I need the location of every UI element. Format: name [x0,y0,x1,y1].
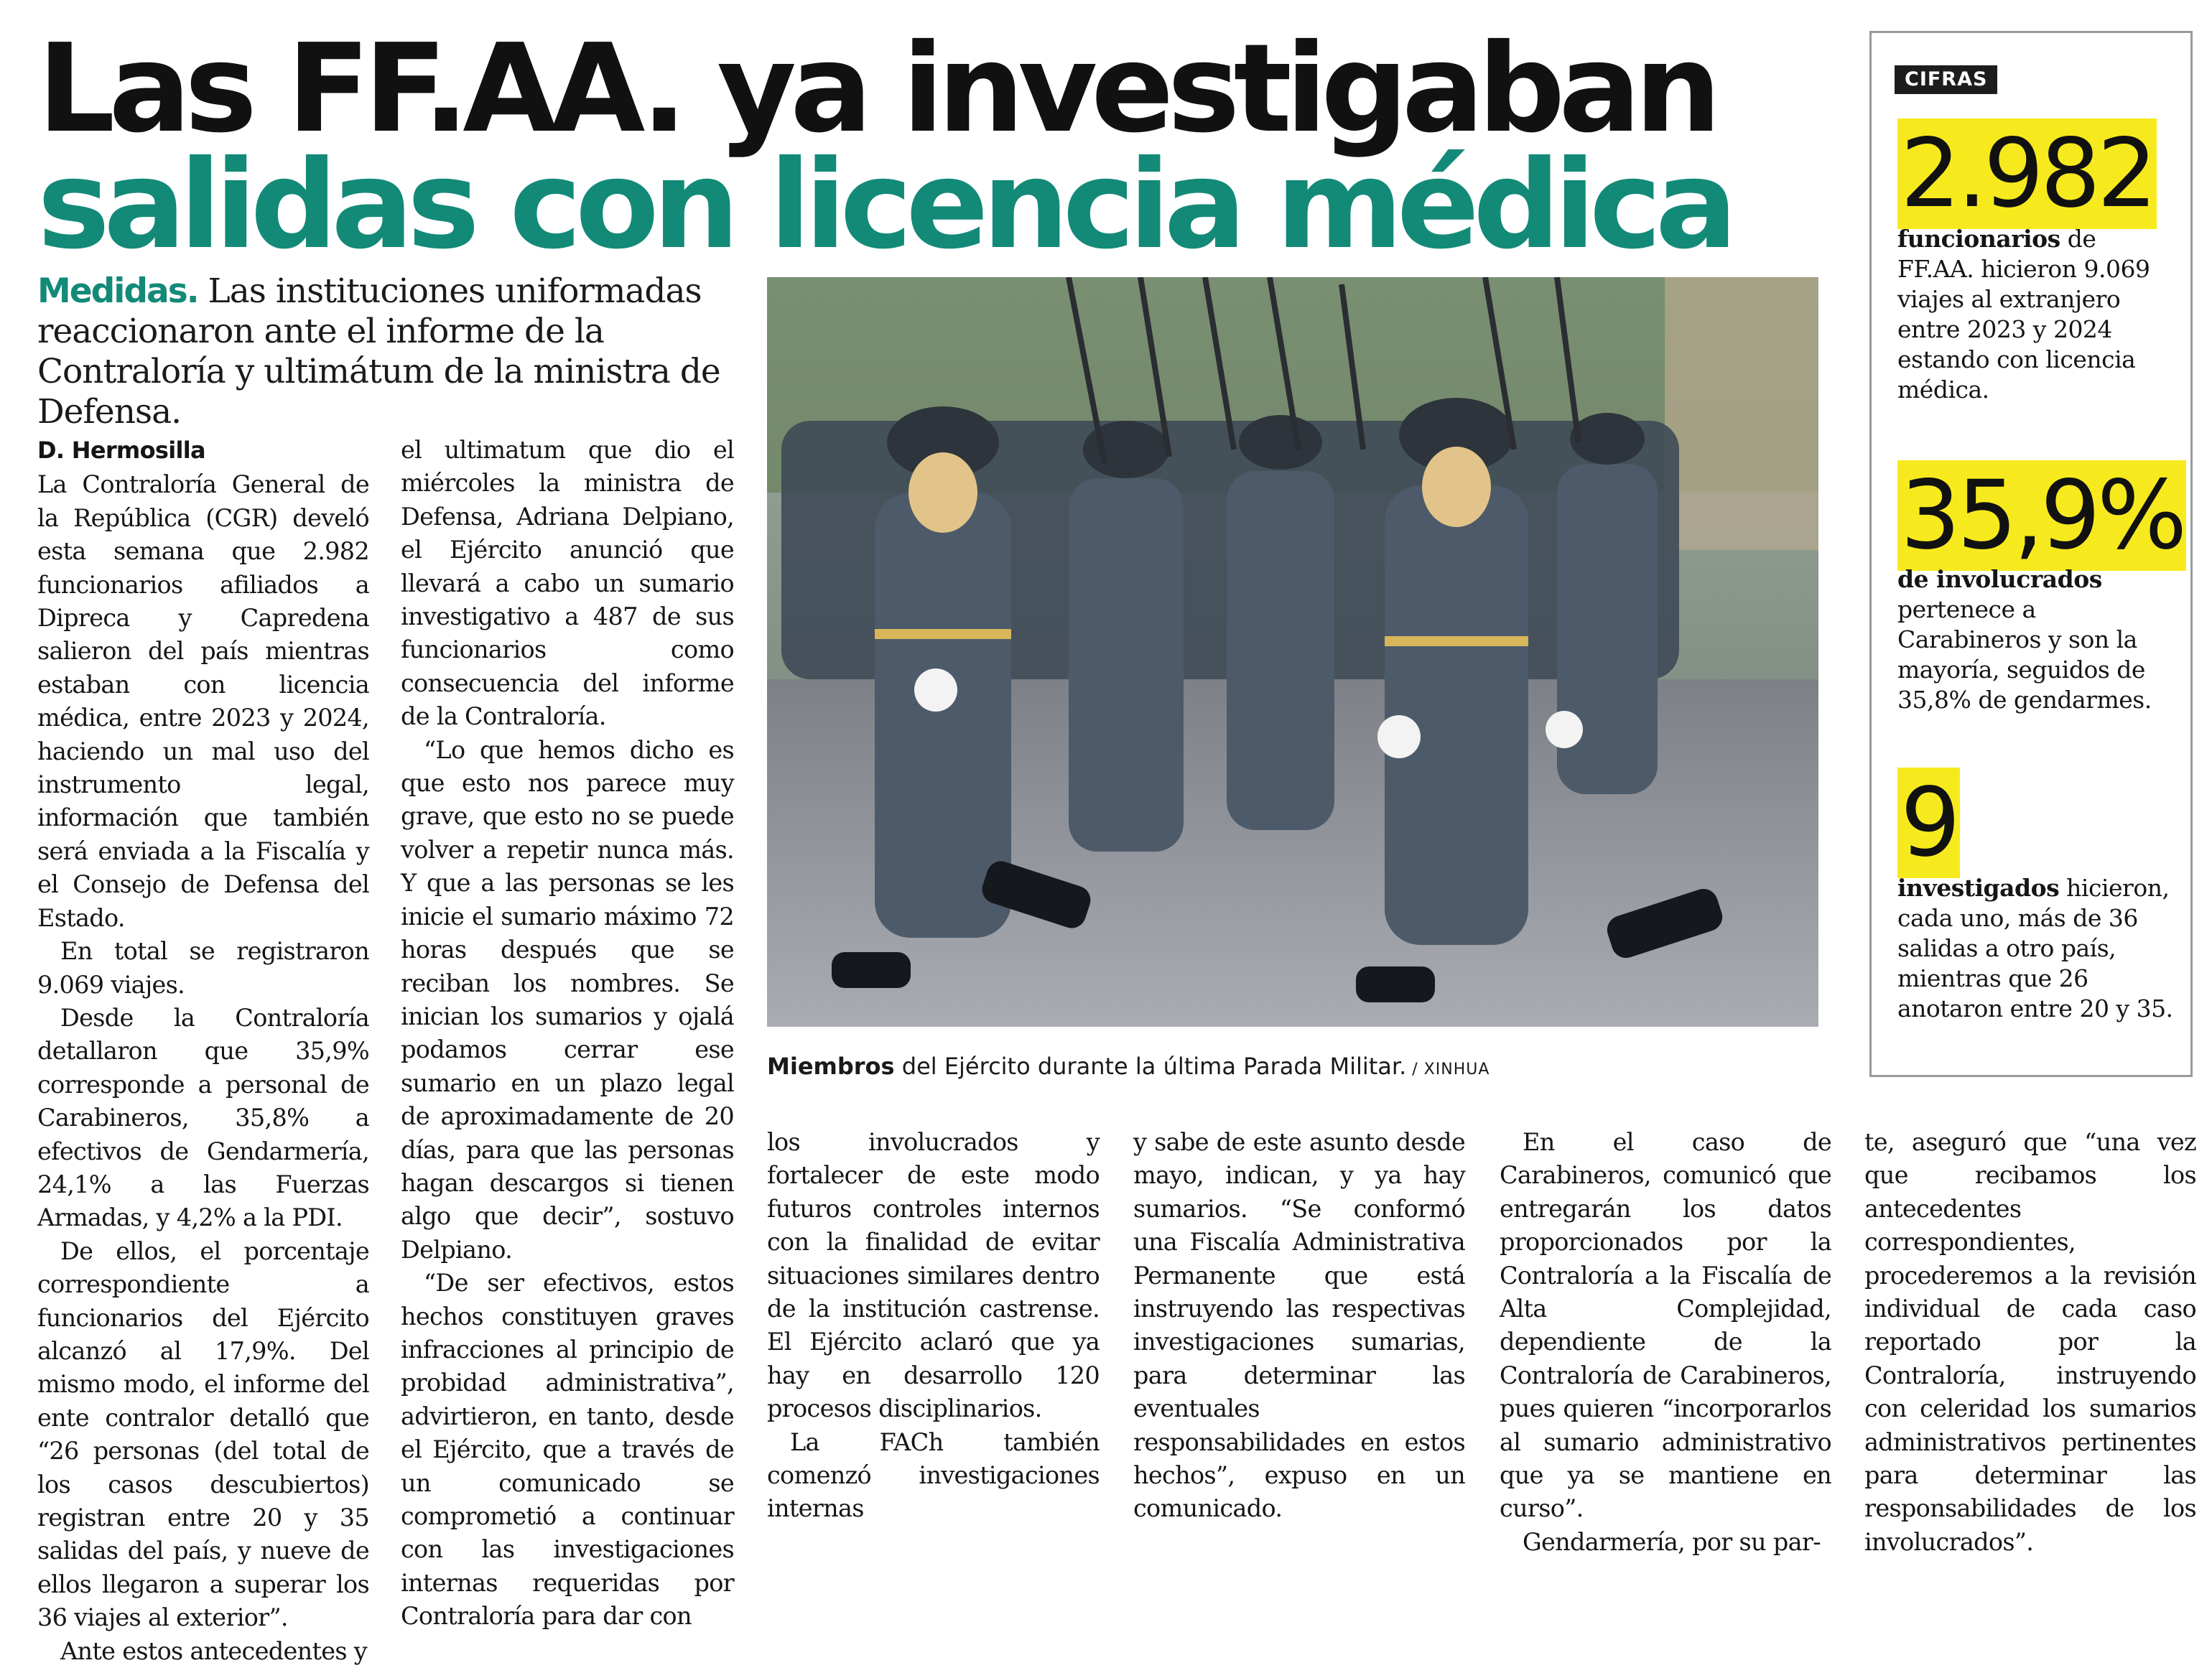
paragraph: La Contraloría General de la República (CGR) develó esta semana que 2.982 funcionarios afiliados a Dipreca y Capredena salieron del país mientras estaban con licencia médica, entre 2023 y 2024, haciendo un mal uso del instrumento legal, información que también será enviada a la Fiscalía y el Consejo de Defensa del Estado. [37,470,369,932]
photo-caption [767,1052,1844,1084]
article-column-1 [37,434,369,1668]
paragraph: Ante estos antecedentes y [60,1636,368,1665]
article-column-2 [401,434,734,1634]
deck [37,271,734,432]
headline-line-2: salidas con licencia médica [37,134,1732,276]
paragraph: los involucrados y fortalecer de este modo futuros controles internos con la finalidad de evitar situaciones similares dentro de la institución castrense. El Ejército aclaró que ya hay en desarrollo 120 procesos disciplinarios. [767,1128,1100,1423]
stat-text: hicieron, cada uno, más de 36 salidas a otro país, mientras que 26 anotaron entre 20 y 35. [1897,874,2173,1022]
stat-value [1897,768,1960,878]
caption-text: del Ejército durante la última Parada Militar. [894,1053,1407,1080]
headline-line-1: Las FF.AA. ya investigaban [37,18,1716,160]
paragraph: En el caso de Carabineros, comunicó que entregarán los datos proporcionados por la Contraloría a la Fiscalía de Alta Complejidad, dependiente de la Contraloría de Carabineros, pues quieren “incorporarlos al sumario administrativo que ya se mantiene en curso”. [1500,1128,1831,1523]
stat-description [1897,564,2178,715]
paragraph: el ultimatum que dio el miércoles la ministra de Defensa, Adriana Delpiano, el Ejército anunció que llevará a cabo un sumario investigativo a 487 de sus funcionarios como consecuencia del informe de la Contraloría. [401,436,734,731]
stat-bold: investigados [1897,874,2060,902]
paragraph: De ellos, el porcentaje correspondiente a funcionarios del Ejército alcanzó al 17,9%. Del mismo modo, el informe del ente contralor detalló que “26 personas (del total de los casos descubiertos) registran entre 20 y 35 salidas del país, y nueve de ellos llegaron a superar los 36 viajes al exterior”. [37,1236,369,1632]
paragraph: La FACh también comenzó investigaciones internas [767,1427,1100,1523]
cifras-sidebar [1869,31,2193,1077]
article-column-5 [1500,1126,1831,1559]
article-column-4 [1133,1126,1465,1526]
stat-value [1897,460,2186,571]
stat-value-text: 35,9% [1897,460,2186,571]
stat-description [1897,873,2178,1024]
photo-credit: / XINHUA [1406,1061,1490,1078]
stat-text: pertenece a Carabineros y son la mayoría, seguidos de 35,8% de gendarmes. [1897,595,2152,714]
parade-illustration [767,277,1818,1027]
paragraph: y sabe de este asunto desde mayo, indican, y ya hay sumarios. “Se conformó una Fiscalía Administrativa Permanente que está instruyendo las respectivas investigaciones sumarias, para determinar las eventuales responsabilidades en estos hechos”, expuso en un comunicado. [1133,1128,1465,1523]
photo-military-parade [767,277,1818,1027]
stat-bold: funcionarios [1897,225,2060,253]
stat-value [1897,118,2157,229]
paragraph: “De ser efectivos, estos hechos constituyen graves infracciones al principio de probidad administrativa”, advirtieron, en tanto, desde el Ejército, que a través de un comunicado se comprometió a continuar con las investigaciones internas requeridas por Contraloría para dar con [401,1269,734,1631]
paragraph: “Lo que hemos dicho es que esto nos parece muy grave, que esto no se puede volver a repetir nunca más. Y que a las personas se les inicie el sumario máximo 72 horas después que se reciban los nombres. Se inician los sumarios y ojalá podamos cerrar ese sumario en un plazo legal de aproximadamente de 20 días, para que las personas hagan descargos si tienen algo que decir”, sostuvo Delpiano. [401,735,734,1264]
stat-text: de FF.AA. hicieron 9.069 viajes al extranjero entre 2023 y 2024 estando con licencia médica. [1897,225,2150,404]
deck-text: Las instituciones uniformadas reaccionaron ante el informe de la Contraloría y ultimátum de la ministra de Defensa. [37,271,720,432]
byline: D. Hermosilla [37,437,205,464]
cifras-tag: CIFRAS [1895,65,1997,94]
paragraph: Desde la Contraloría detallaron que 35,9% corresponde a personal de Carabineros, 35,8% a efectivos de Gendarmería, 24,1% a las Fuerzas Armadas, y 4,2% a la PDI. [37,1003,369,1232]
deck-lead: Medidas. [37,271,198,311]
paragraph: En total se registraron 9.069 viajes. [37,937,369,999]
article-column-3 [767,1126,1100,1526]
paragraph: te, aseguró que “una vez que recibamos los antecedentes correspondientes, procederemos a la revisión individual de cada caso reportado por la Contraloría, instruyendo con celeridad los sumarios administrativos pertinentes para determinar las responsabilidades de los involucrados”. [1864,1128,2196,1556]
stat-description [1897,224,2178,405]
stat-value-text: 9 [1897,768,1960,878]
stat-value-text: 2.982 [1897,118,2157,229]
paragraph: Gendarmería, por su par- [1523,1527,1821,1556]
stat-bold: de involucrados [1897,565,2102,593]
caption-lead: Miembros [767,1053,895,1080]
article-column-6 [1864,1126,2196,1559]
